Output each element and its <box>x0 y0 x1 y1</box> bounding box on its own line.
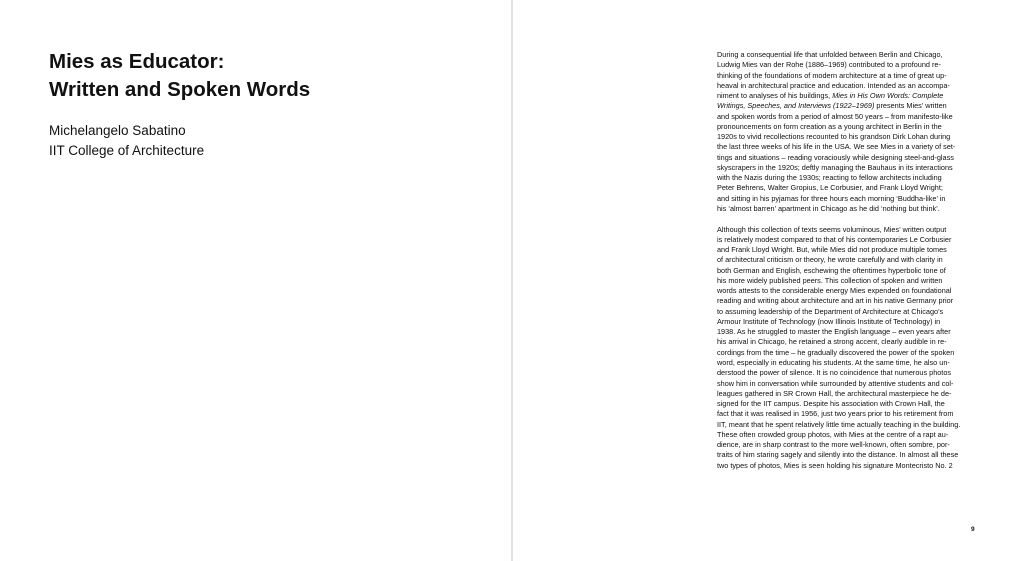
text-line: traits of him staring sagely and silently into the distance. In almost all these <box>717 450 959 460</box>
left-page <box>0 0 511 561</box>
text-line: fact that it was realised in 1956, just two years prior to his retirement from <box>717 409 954 419</box>
body-text <box>717 50 977 471</box>
text-line: his arrival in Chicago, he retained a strong accent, clearly audible in re- <box>717 337 947 347</box>
text-line: the last three weeks of his life in the USA. We see Mies in a variety of set- <box>717 142 956 152</box>
text-line: words attests to the considerable energy Mies expended on foundational <box>717 286 952 296</box>
author-name: Michelangelo Sabatino <box>49 123 186 138</box>
text-line <box>717 91 977 101</box>
text-line: thinking of the foundations of modern architecture at a time of great up- <box>717 70 947 80</box>
text-line: 1920s to vivid recollections recounted to his grandson Dirk Lohan during <box>717 132 951 142</box>
text-line: derstood the power of silence. It is no coincidence that numerous photos <box>717 368 952 378</box>
text-line: with the Nazis during the 1930s; reacting to fellow architects including <box>717 173 942 183</box>
paragraph-2 <box>717 225 977 471</box>
text-line: and sitting in his pyjamas for three hours each morning ‘Buddha-like’ in <box>717 193 946 203</box>
text-line: Ludwig Mies van der Rohe (1886–1969) contributed to a profound re- <box>717 60 941 70</box>
text-line: show him in conversation while surrounded by attentive students and col- <box>717 378 954 388</box>
text-line: skyscrapers in the 1920s; deftly managing the Bauhaus in its interactions <box>717 162 953 172</box>
paragraph-1 <box>717 50 977 214</box>
text-line: both German and English, eschewing the oftentimes hyperbolic tone of <box>717 265 946 275</box>
text-line: his ‘almost barren’ apartment in Chicago as he did ‘nothing but think’. <box>717 203 940 213</box>
text-line: to assuming leadership of the Department of Architecture at Chicago’s <box>717 306 944 316</box>
text-line: These often crowded group photos, with Mies at the centre of a rapt au- <box>717 429 949 439</box>
text-line <box>717 101 977 111</box>
text-line: cordings from the time – he gradually discovered the power of the spoken <box>717 347 955 357</box>
text-line: Armour Institute of Technology (now Illinois Institute of Technology) in <box>717 316 941 326</box>
text-line: leagues gathered in SR Crown Hall, the architectural masterpiece he de- <box>717 388 952 398</box>
text-line: reading and writing about architecture and art in his native Germany prior <box>717 296 954 306</box>
text-line: Peter Behrens, Walter Gropius, Le Corbusier, and Frank Lloyd Wright; <box>717 183 943 193</box>
text-line: IIT, meant that he spent relatively little time actually teaching in the building. <box>717 419 961 429</box>
text-line: Although this collection of texts seems voluminous, Mies’ written output <box>717 224 947 234</box>
chapter-title <box>49 48 310 104</box>
chapter-title-line-2: Written and Spoken Words <box>49 78 311 101</box>
book-title-italic: Mies in His Own Words: Complete <box>832 91 944 101</box>
text-line: two types of photos, Mies is seen holding his signature Montecristo No. 2 <box>717 460 953 470</box>
right-page <box>513 0 1024 561</box>
text-line: his more widely published peers. This collection of spoken and written <box>717 275 943 285</box>
text-line: 1938. As he struggled to master the English language – even years after <box>717 327 951 337</box>
text-line: dience, are in sharp contrast to the more well-known, often sombre, por- <box>717 440 950 450</box>
text-line: is relatively modest compared to that of his contemporaries Le Corbusier <box>717 234 952 244</box>
paragraph-gap <box>717 214 977 224</box>
text-line: and spoken words from a period of almost 50 years – from manifesto-like <box>717 111 953 121</box>
text-segment: presents Mies’ written <box>874 101 947 111</box>
author-affiliation: IIT College of Architecture <box>49 143 205 158</box>
text-segment: niment to analyses of his buildings, <box>717 91 831 101</box>
text-line: of architectural criticism or theory, he wrote carefully and with clarity in <box>717 255 943 265</box>
book-title-italic: Writings, Speeches, and Interviews (1922–1969) <box>717 101 875 111</box>
text-line: pronouncements on form creation as a young architect in Berlin in the <box>717 121 942 131</box>
page-number: 9 <box>971 526 975 533</box>
chapter-title-line-1: Mies as Educator: <box>49 50 225 73</box>
text-line: word, especially in educating his students. At the same time, he also un- <box>717 357 950 367</box>
text-line: signed for the IIT campus. Despite his association with Crown Hall, the <box>717 399 945 409</box>
text-line: tings and situations – reading voraciously while designing steel-and-glass <box>717 152 954 162</box>
text-line: heaval in architectural practice and education. Intended as an accompa- <box>717 80 950 90</box>
text-line: and Frank Lloyd Wright. But, while Mies did not produce multiple tomes <box>717 245 947 255</box>
text-line: During a consequential life that unfolded between Berlin and Chicago, <box>717 50 943 59</box>
